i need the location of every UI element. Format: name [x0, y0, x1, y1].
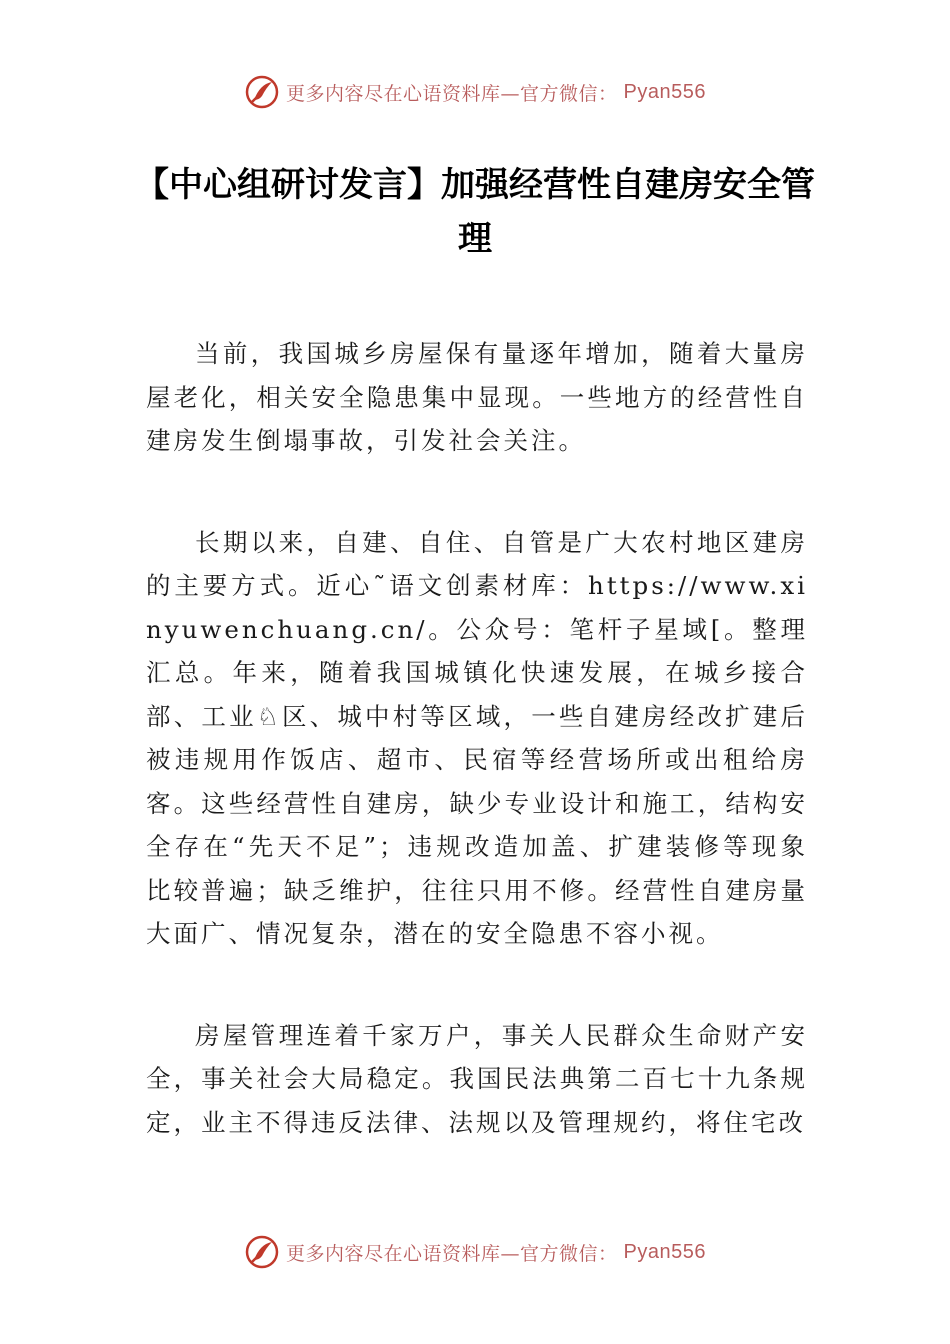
- paragraph-2: 长期以来，自建、自住、自管是广大农村地区建房的主要方式。近心˜语文创素材库：https://www.xinyuwenchuang.cn/。公众号：笔杆子星域[。整理汇总。年来，随着我国城镇化快速发展，在城乡接合部、工业♘区、城中村等区域，一些自建房经改扩建后被违规用作饭店、超市、民宿等经营场所或出租给房客。这些经营性自建房，缺少专业设计和施工，结构安全存在“先天不足”；违规改造加盖、扩建装修等现象比较普遍；缺乏维护，往往只用不修。经营性自建房量大面广、情况复杂，潜在的安全隐患不容小视。: [146, 527, 808, 948]
- paragraph-1: 当前，我国城乡房屋保有量逐年增加，随着大量房屋老化，相关安全隐患集中显现。一些地方的经营性自建房发生倒塌事故，引发社会关注。: [146, 339, 808, 455]
- paragraph-3: 房屋管理连着千家万户，事关人民群众生命财产安全，事关社会大局稳定。我国民法典第二百七十九条规定，业主不得违反法律、法规以及管理规约，将住宅改: [146, 1020, 808, 1137]
- document-body: [146, 332, 808, 1202]
- wechat-id: Pyan556: [623, 1240, 706, 1263]
- banner-text: 更多内容尽在心语资料库—官方微信：: [286, 82, 618, 105]
- footer-banner: [0, 1230, 950, 1274]
- page-title: 【中心组研讨发言】加强经营性自建房安全管理: [135, 165, 815, 259]
- wechat-id: Pyan556: [623, 80, 706, 103]
- header-banner: [0, 70, 950, 114]
- brush-logo-icon: [244, 1234, 280, 1270]
- brush-logo-icon: [244, 74, 280, 110]
- banner-text: 更多内容尽在心语资料库—官方微信：: [286, 1242, 618, 1265]
